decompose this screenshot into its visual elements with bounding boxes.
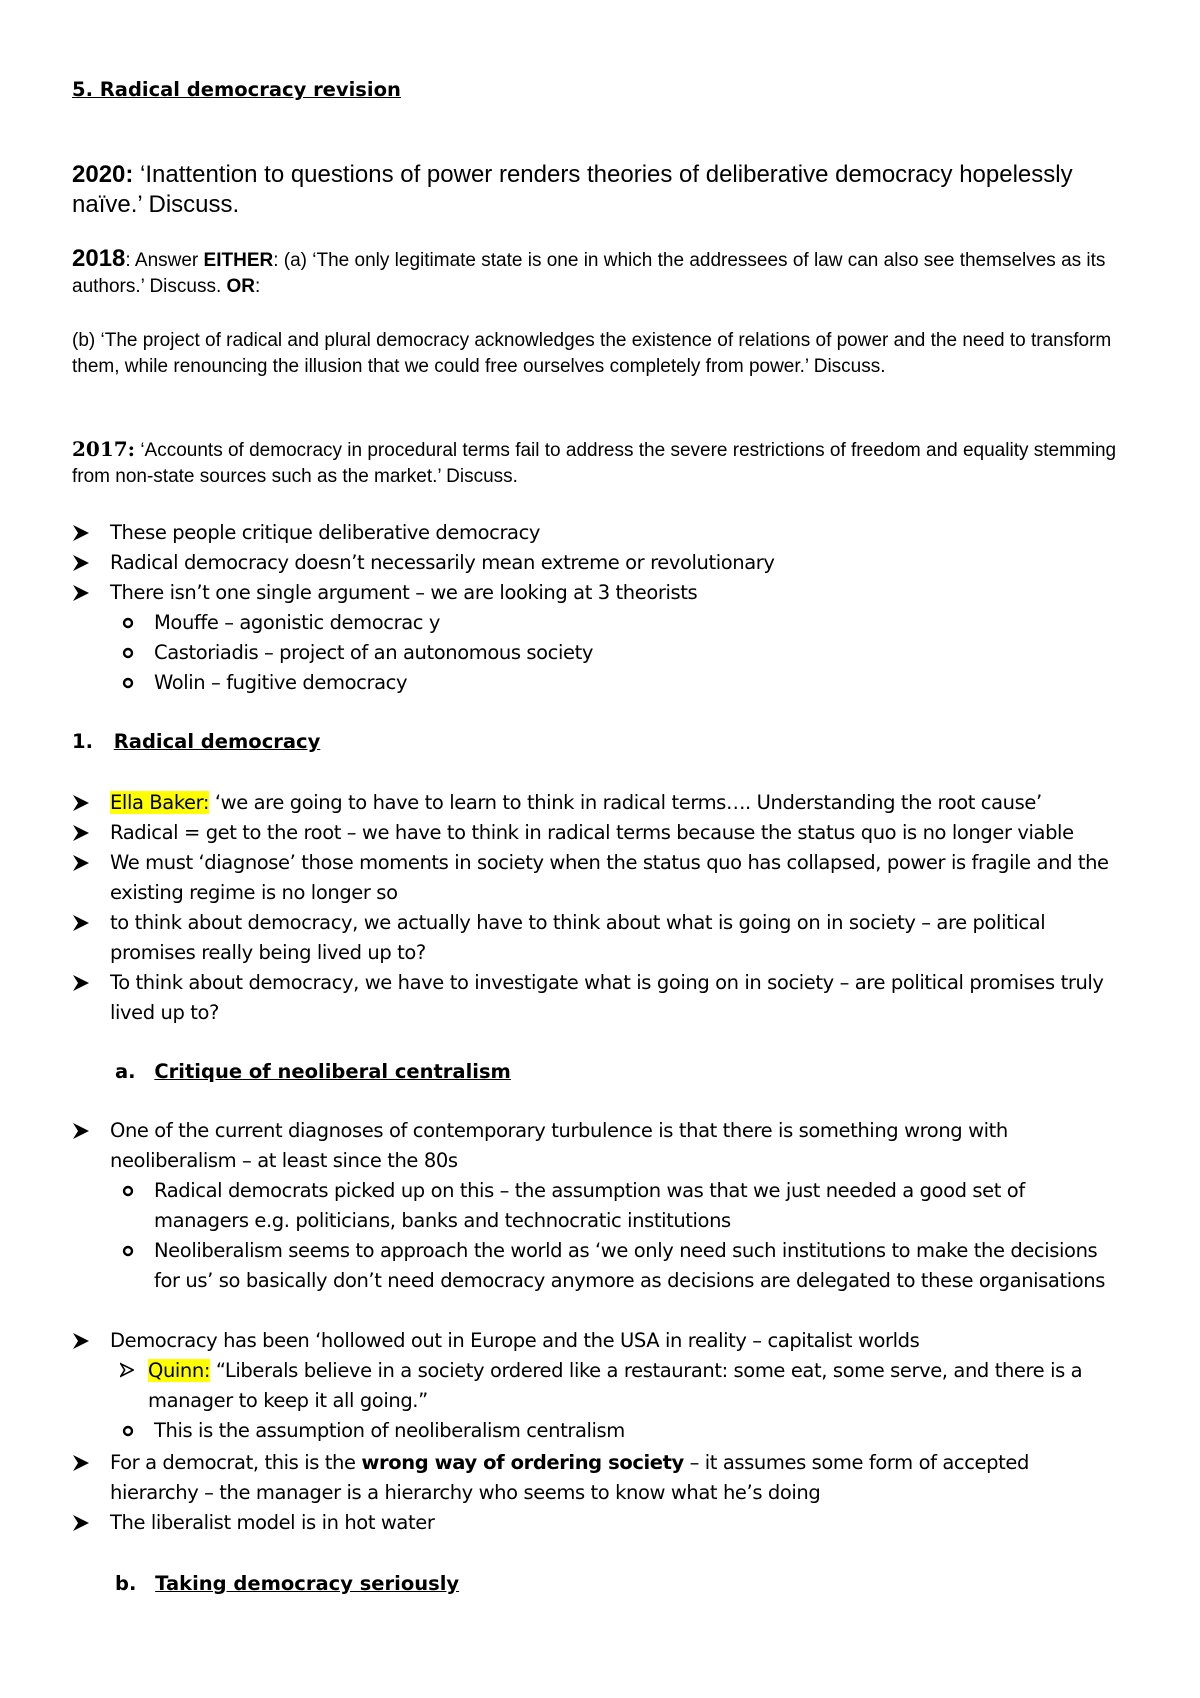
subsection-letter: a. — [115, 1060, 136, 1083]
or-label: OR — [226, 276, 256, 297]
list-item — [72, 1326, 1122, 1356]
circle-bullet-icon — [122, 1425, 136, 1439]
highlighted-name: Ella Baker: — [110, 791, 210, 814]
arrow-bullet-icon — [72, 968, 94, 998]
list-item — [72, 788, 1152, 818]
question-year: 2017: — [72, 437, 136, 461]
subsection-title: Taking democracy seriously — [155, 1572, 460, 1595]
question-year: 2020: — [72, 161, 134, 188]
bullet-text: The liberalist model is in hot water — [110, 1511, 435, 1534]
list-item — [122, 668, 1122, 698]
bullet-text: to think about democracy, we actually have to think about what is going on in society – are political promises really being lived up to? — [110, 911, 1046, 964]
section-heading — [72, 730, 320, 753]
bullet-text: These people critique deliberative democracy — [110, 521, 541, 544]
circle-bullet-icon — [122, 617, 136, 631]
list-item — [72, 908, 1122, 968]
bullet-text: One of the current diagnoses of contemporary turbulence is that there is something wrong with neoliberalism – at least since the 80s — [110, 1119, 1008, 1172]
bullet-text: Radical democracy doesn’t necessarily mean extreme or revolutionary — [110, 551, 775, 574]
list-item — [120, 1356, 1160, 1416]
bullet-text: Mouffe – agonistic democrac y — [154, 611, 441, 634]
circle-bullet-icon — [122, 1185, 136, 1199]
arrow-bullet-icon — [72, 518, 94, 548]
bullet-text: For a democrat, this is the — [110, 1451, 362, 1474]
bold-phrase: wrong way of ordering society — [361, 1451, 684, 1474]
arrow-bullet-icon — [72, 578, 94, 608]
bullet-text: – it assumes some form of accepted hierarchy – the manager is a hierarchy who seems to know what he’s doing — [110, 1451, 1029, 1504]
arrow-bullet-icon — [72, 908, 94, 938]
list-item — [72, 1508, 1122, 1538]
question-year: 2018 — [72, 245, 126, 272]
arrow-bullet-icon — [72, 1448, 94, 1478]
list-item — [72, 848, 1122, 908]
question-2017 — [72, 436, 1152, 490]
list-item — [72, 578, 1132, 608]
list-item — [72, 1116, 1122, 1176]
bullet-text: Castoriadis – project of an autonomous society — [154, 641, 593, 664]
arrow-bullet-icon — [72, 788, 94, 818]
list-item — [122, 1176, 1122, 1236]
bullet-text: There isn’t one single argument – we are looking at 3 theorists — [110, 581, 698, 604]
bullet-text: Democracy has been ‘hollowed out in Europe and the USA in reality – capitalist worlds — [110, 1329, 920, 1352]
circle-bullet-icon — [122, 647, 136, 661]
list-item — [72, 818, 1152, 848]
question-prefix: : Answer — [125, 250, 204, 271]
subsection-title: Critique of neoliberal centralism — [154, 1060, 511, 1083]
list-item — [72, 1448, 1122, 1508]
arrow-bullet-icon — [120, 1356, 142, 1386]
bullet-text: Neoliberalism seems to approach the world as ‘we only need such institutions to make the decisions for us’ so basically don’t need democracy anymore as decisions are delegated to these organisations — [154, 1239, 1105, 1292]
arrow-bullet-icon — [72, 548, 94, 578]
arrow-bullet-icon — [72, 1326, 94, 1356]
question-2020 — [72, 160, 1142, 220]
subsection-letter: b. — [115, 1572, 137, 1595]
bullet-text: Wolin – fugitive democracy — [154, 671, 408, 694]
section-number: 1. — [72, 730, 93, 753]
question-text: ‘Accounts of democracy in procedural terms fail to address the severe restrictions of freedom and equality stemming from non-state sources such as the market.’ Discuss. — [72, 440, 1117, 487]
list-item — [122, 608, 1122, 638]
list-item — [72, 548, 1132, 578]
circle-bullet-icon — [122, 677, 136, 691]
bullet-text: We must ‘diagnose’ those moments in society when the status quo has collapsed, power is fragile and the existing regime is no longer so — [110, 851, 1109, 904]
bullet-text: ‘we are going to have to learn to think in radical terms…. Understanding the root cause’ — [209, 791, 1042, 814]
question-2018-part-b: (b) ‘The project of radical and plural democracy acknowledges the existence of relations of power and the need to transform them, while renouncing the illusion that we could free ourselves completely from power.’ Discuss. — [72, 330, 1112, 377]
question-part-a: : (a) ‘The only legitimate state is one in which the addressees of law can also see themselves as its authors.’ Discuss. — [72, 250, 1106, 297]
list-item — [122, 1236, 1122, 1296]
list-item — [122, 638, 1122, 668]
bullet-text: Radical democrats picked up on this – the assumption was that we just needed a good set of managers e.g. politicians, banks and technocratic institutions — [154, 1179, 1025, 1232]
either-label: EITHER — [203, 250, 274, 271]
colon: : — [255, 276, 261, 297]
bullet-text: This is the assumption of neoliberalism centralism — [154, 1419, 625, 1442]
highlighted-name: Quinn: — [148, 1359, 211, 1382]
document-title: 5. Radical democracy revision — [72, 78, 401, 101]
bullet-text: To think about democracy, we have to investigate what is going on in society – are political promises truly lived up to? — [110, 971, 1104, 1024]
subsection-heading — [115, 1060, 511, 1083]
circle-bullet-icon — [122, 1245, 136, 1259]
list-item — [72, 518, 1132, 548]
bullet-text: Radical = get to the root – we have to think in radical terms because the status quo is no longer viable — [110, 821, 1074, 844]
section-title: Radical democracy — [113, 730, 321, 753]
list-item — [72, 968, 1122, 1028]
subsection-heading — [115, 1572, 459, 1595]
arrow-bullet-icon — [72, 1508, 94, 1538]
question-text: ‘Inattention to questions of power renders theories of deliberative democracy hopelessly naïve.’ Discuss. — [72, 161, 1073, 218]
bullet-text: “Liberals believe in a society ordered like a restaurant: some eat, some serve, and there is a manager to keep it all going.” — [148, 1359, 1083, 1412]
list-item — [122, 1416, 1122, 1446]
question-2018 — [72, 246, 1152, 300]
arrow-bullet-icon — [72, 818, 94, 848]
arrow-bullet-icon — [72, 848, 94, 878]
arrow-bullet-icon — [72, 1116, 94, 1146]
